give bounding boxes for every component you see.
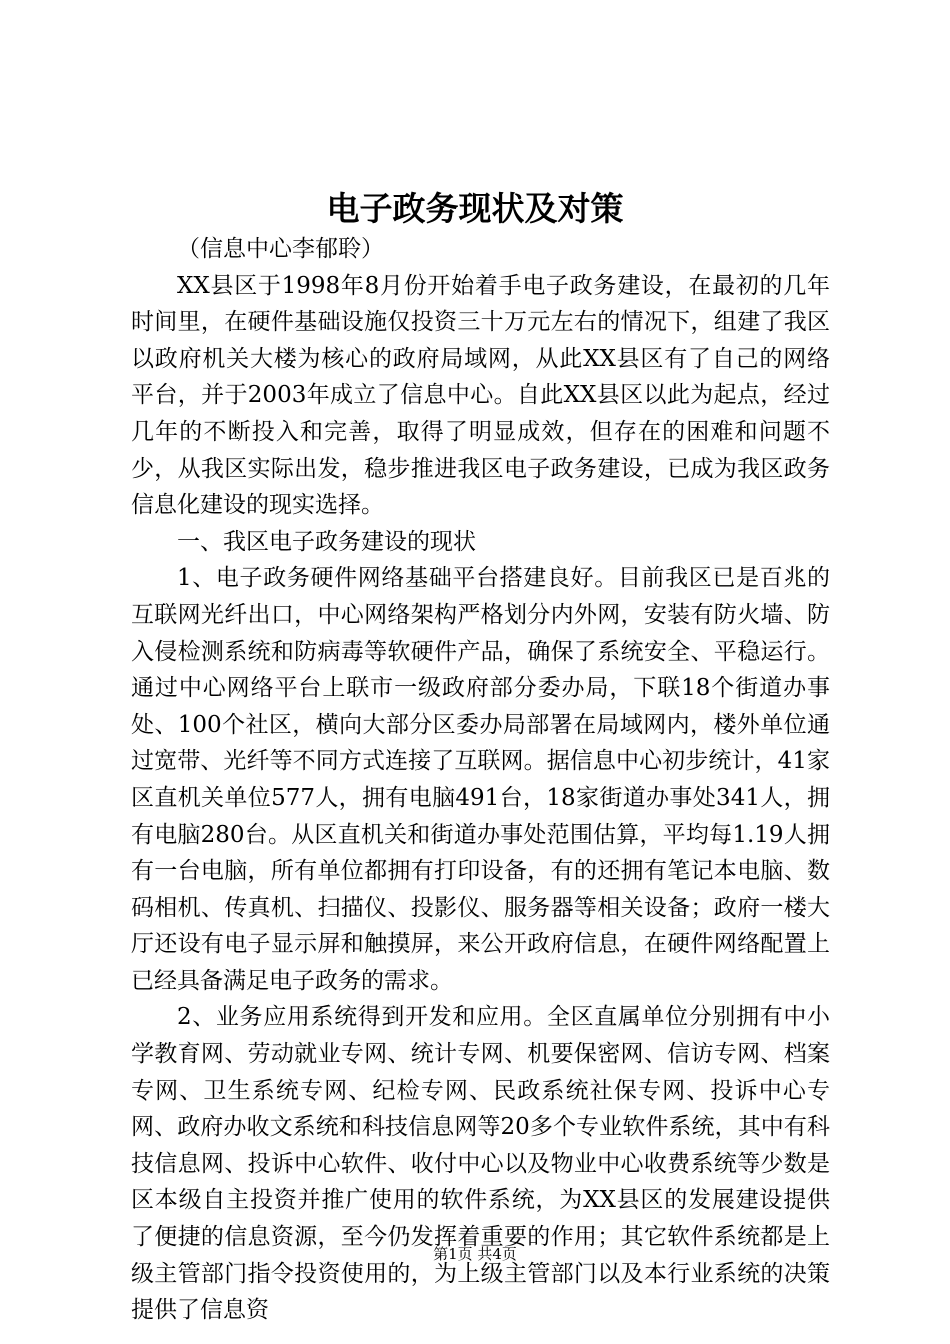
paragraph-applications: 2、业务应用系统得到开发和应用。全区直属单位分别拥有中小学教育网、劳动就业专网、统计专网、机要保密网、信访专网、档案专网、卫生系统专网、纪检专网、民政系统社保专网、投诉中心专网、政府办收文系统和科技信息网等20多个专业软件系统，其中有科技信息网、投诉中心软件、收付中心以及物业中心收费系统等少数是区本级自主投资并推广使用的软件系统，为XX县区的发展建设提供了便捷的信息资源，至今仍发挥着重要的作用；其它软件系统都是上级主管部门指令投资使用的，为上级主管部门以及本行业系统的决策提供了信息资 [131,1004,830,1324]
page-footer: 第1页 共4页 [433,1245,517,1263]
paragraph-hardware: 1、电子政务硬件网络基础平台搭建良好。目前我区已是百兆的互联网光纤出口，中心网络架构严格划分内外网，安装有防火墙、防入侵检测系统和防病毒等软硬件产品，确保了系统安全、平稳运行。通过中心网络平台上联市一级政府部分委办局，下联18个街道办事处、100个社区，横向大部分区委办局部署在局域网内，楼外单位通过宽带、光纤等不同方式连接了互联网。据信息中心初步统计，41家区直机关单位577人，拥有电脑491台，18家街道办事处341人，拥有电脑280台。从区直机关和街道办事处范围估算，平均每1.19人拥有一台电脑，所有单位都拥有打印设备，有的还拥有笔记本电脑、数码相机、传真机、扫描仪、投影仪、服务器等相关设备；政府一楼大厅还设有电子显示屏和触摸屏，来公开政府信息，在硬件网络配置上已经具备满足电子政务的需求。 [131,565,830,994]
paragraph-intro: XX县区于1998年8月份开始着手电子政务建设，在最初的几年时间里，在硬件基础设施仅投资三十万元左右的情况下，组建了我区以政府机关大楼为核心的政府局域网，从此XX县区有了自己的网络平台，并于2003年成立了信息中心。自此XX县区以此为起点，经过几年的不断投入和完善，取得了明显成效，但存在的困难和问题不少，从我区实际出发，稳步推进我区电子政务建设，已成为我区政务信息化建设的现实选择。 [131,272,830,519]
document-title: 电子政务现状及对策 [326,189,624,228]
document-body [131,231,830,1329]
section-heading-status: 一、我区电子政务建设的现状 [177,528,476,555]
author-line: （信息中心李郁聆） [177,236,384,262]
